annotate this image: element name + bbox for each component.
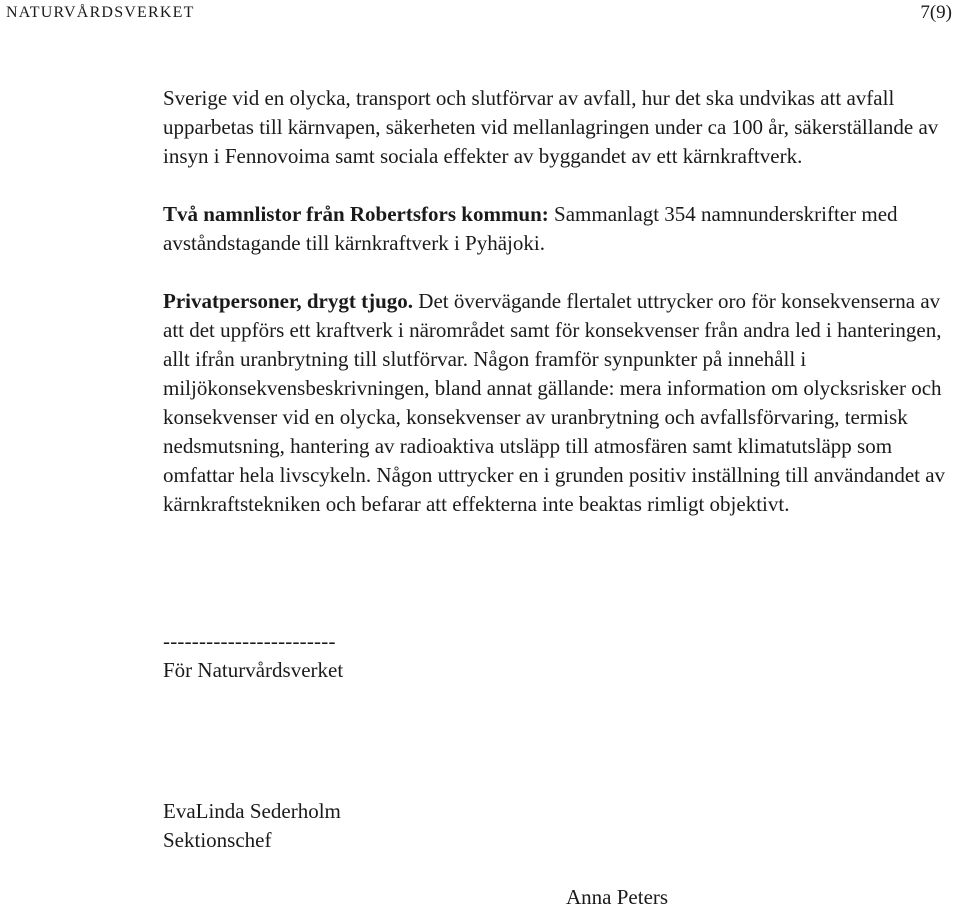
- paragraph-robertsfors: [163, 200, 958, 258]
- paragraph-lead: Privatpersoner, drygt tjugo.: [163, 289, 414, 313]
- paragraph-text: Det övervägande flertalet uttrycker oro för konsekvenserna av att det uppförs ett kraftverk i närområdet samt för konsekvenser från andra led i hanteringen, allt ifrån uranbrytning till slutförvar. Någon framför synpunkter på innehåll i miljökonsekvensbeskrivningen, bland annat gällande: mera information om olycksrisker och konsekvenser vid en olycka, konsekvenser av uranbrytning och avfallsförvaring, termisk nedsmutsning, hantering av radioaktiva utsläpp till atmosfären samt klimatutsläpp som omfattar hela livscykeln. Någon uttrycker en i grunden positiv inställning till användandet av kärnkraftstekniken och befarar att effekterna inte beaktas rimligt objektivt.: [163, 289, 946, 516]
- document-body: [163, 84, 958, 548]
- signature-for-line: För Naturvårdsverket: [163, 658, 344, 682]
- paragraph-text: Sverige vid en olycka, transport och slutförvar av avfall, hur det ska undvikas att avfall upparbetas till kärnvapen, säkerheten vid mellanlagringen under ca 100 år, säkerställande av insyn i Fennovoima samt sociala effekter av byggandet av ett kärnkraftverk.: [163, 86, 939, 168]
- page-number: 7(9): [920, 2, 952, 23]
- signer-name: EvaLinda Sederholm: [163, 799, 341, 823]
- paragraph-private-persons: [163, 287, 958, 519]
- paragraph-lead: Två namnlistor från Robertsfors kommun:: [163, 202, 549, 226]
- signature-separator: ------------------------: [163, 629, 336, 653]
- organization-name: NATURVÅRDSVERKET: [6, 4, 195, 21]
- preparer-name: Anna Peters: [566, 885, 669, 909]
- page-header: [0, 0, 960, 28]
- paragraph-text: Sammanlagt 354 namnunderskrifter med avståndstagande till kärnkraftverk i Pyhäjoki.: [163, 202, 898, 255]
- signer-title: Sektionschef: [163, 828, 272, 852]
- paragraph-consequences: [163, 84, 958, 171]
